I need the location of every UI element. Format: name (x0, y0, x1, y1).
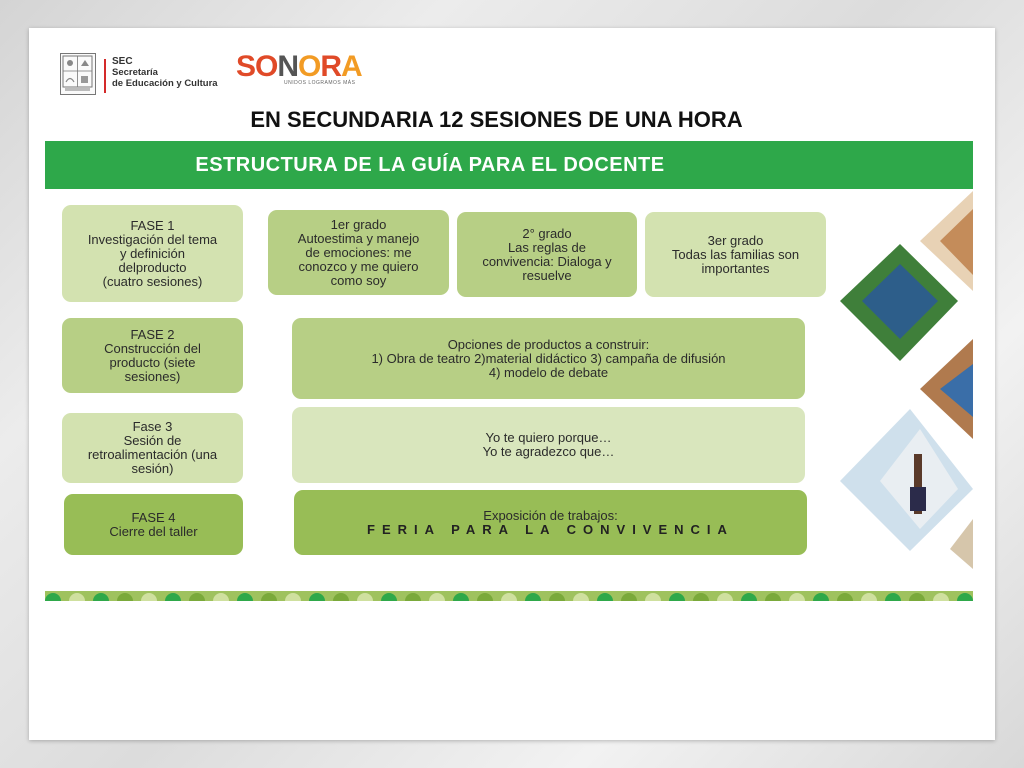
sonora-logo: SONORA UNIDOS LOGRAMOS MÁS (236, 50, 362, 86)
phase-2-box (62, 318, 243, 393)
grade-2-text: 2° grado Las reglas de convivencia: Dialoga y resuelve (482, 225, 612, 283)
sonora-coat-of-arms-logo (60, 53, 96, 95)
guide-banner-title: ESTRUCTURA DE LA GUÍA PARA EL DOCENTE (195, 154, 665, 176)
phase-2-text: FASE 2 Construcción del producto (siete sesiones) (104, 326, 201, 384)
products-text: Opciones de productos a construir: 1) Obra de teatro 2)material didáctico 3) campaña de difusión 4) modelo de debate (371, 336, 726, 380)
slide (29, 28, 995, 740)
phase-3-box (62, 413, 243, 483)
slide-title: EN SECUNDARIA 12 SESIONES DE UNA HORA (250, 107, 743, 132)
sec-short-label: SEC (112, 56, 133, 67)
feedback-text: Yo te quiero porque… Yo te agradezco que… (482, 430, 615, 459)
sec-logo (112, 56, 218, 89)
exposition-box (294, 490, 807, 555)
exposition-text: Exposición de trabajos: (483, 507, 618, 523)
logo-separator (104, 59, 106, 93)
products-box (292, 318, 805, 399)
phase-1-text: FASE 1 Investigación del tema y definición delproducto (cuatro sesiones) (87, 217, 218, 289)
phase-3-text: Fase 3 Sesión de retroalimentación (una sesión) (87, 419, 218, 476)
phase-1-box (62, 205, 243, 302)
grade-1-box (268, 210, 449, 295)
grade-3-text: 3er grado Todas las familias son importantes (671, 232, 800, 276)
sec-line-2: de Educación y Cultura (112, 78, 218, 89)
guide-structure-image (45, 141, 973, 601)
grade-2-box (457, 212, 637, 297)
phase-4-text: FASE 4 Cierre del taller (109, 509, 198, 539)
students-photo-collage (840, 189, 973, 589)
sonora-tagline: UNIDOS LOGRAMOS MÁS (284, 80, 356, 86)
feedback-box (292, 407, 805, 483)
grade-3-box (645, 212, 826, 297)
grade-1-text: 1er grado Autoestima y manejo de emociones: me conozco y me quiero como soy (297, 216, 420, 288)
sec-line-1: Secretaría (112, 67, 158, 78)
feria-text: FERIA PARA LA CONVIVENCIA (367, 521, 734, 537)
decorative-leaf-border (45, 591, 973, 601)
phase-4-box (64, 494, 243, 555)
